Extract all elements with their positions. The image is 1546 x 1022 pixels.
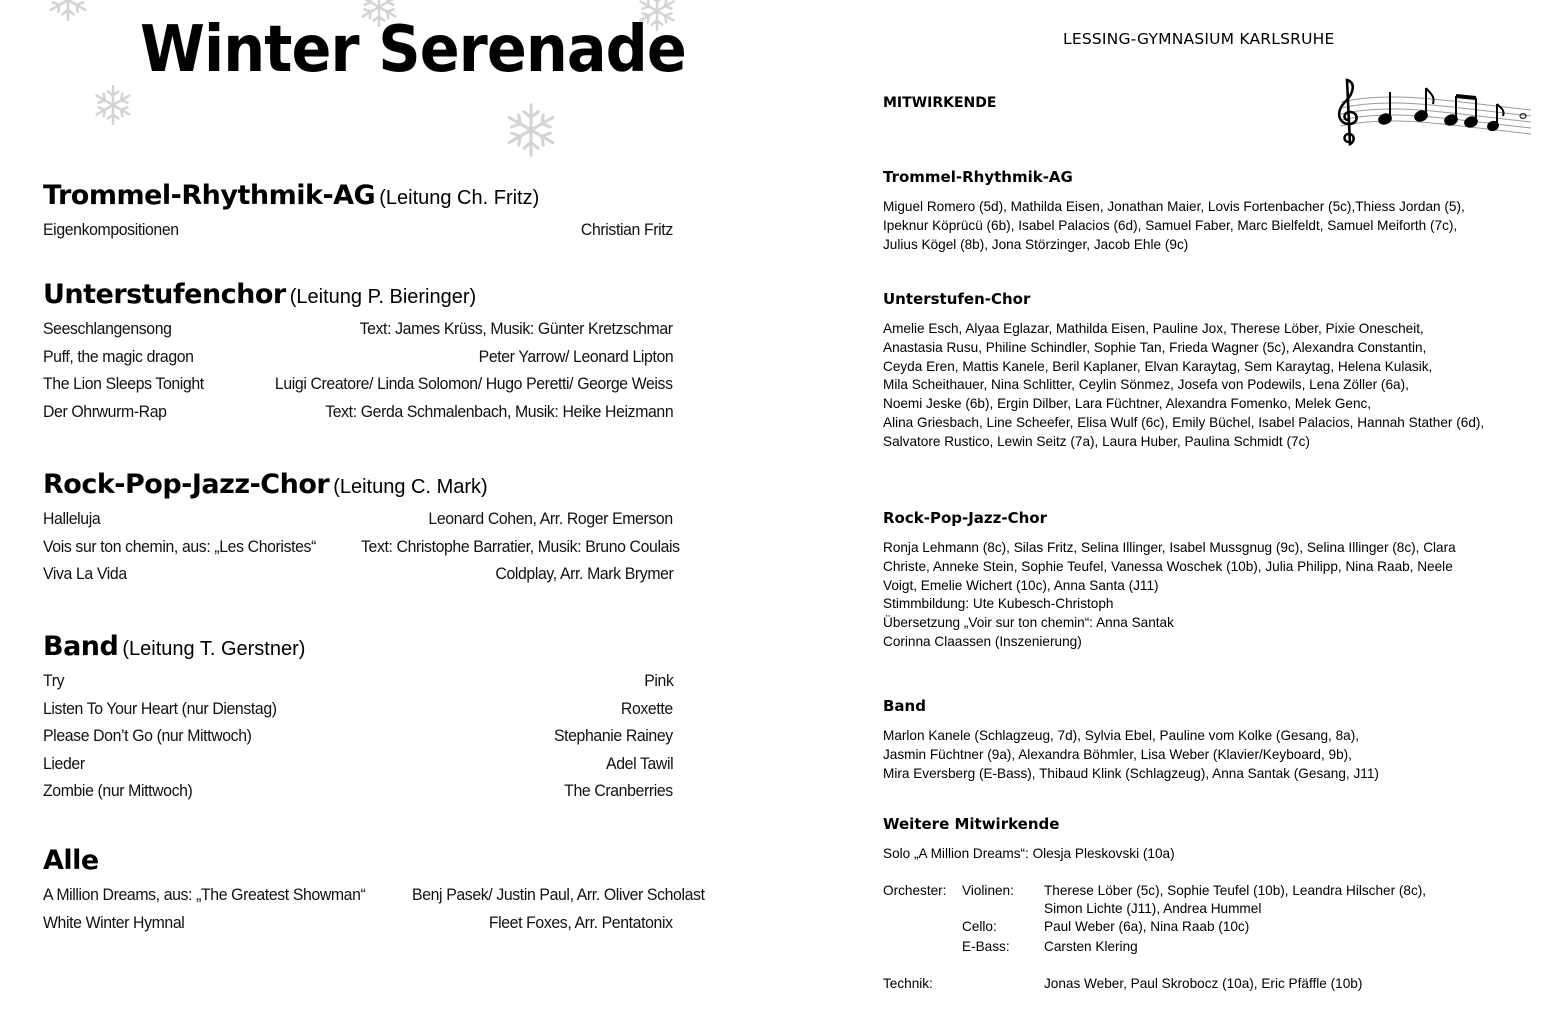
text-line: Mila Scheithauer, Nina Schlitter, Ceylin Sönmez, Josefa von Podewils, Lena Zöller (6a), — [883, 377, 1409, 393]
group-name: Rock-Pop-Jazz-Chor — [43, 469, 330, 500]
piece-title: Halleluja — [43, 509, 101, 528]
section-text — [883, 845, 1523, 864]
piece-credit: Roxette — [621, 698, 673, 718]
orchestra-names: Therese Löber (5c), Sophie Teufel (10b), Leandra Hilscher (8c), — [1044, 883, 1427, 898]
cast-section — [883, 697, 1523, 783]
instrument-label: Violinen: — [962, 883, 1014, 898]
orchestra-names: Carsten Klering — [1044, 939, 1138, 954]
section-title: Rock-Pop-Jazz-Chor — [883, 509, 1047, 527]
piece-row — [43, 667, 673, 695]
section-title: Trommel-Rhythmik-AG — [883, 168, 1073, 186]
instrument-label: E-Bass: — [962, 939, 1010, 954]
group-leader: (Leitung Ch. Fritz) — [379, 187, 540, 209]
piece-row — [43, 216, 673, 244]
piece-title: Please Don’t Go (nur Mittwoch) — [43, 726, 252, 745]
group-heading — [43, 631, 673, 667]
piece-credit: Benj Pasek/ Justin Paul, Arr. Oliver Scholast — [411, 885, 705, 904]
section-text — [883, 727, 1523, 783]
piece-row — [43, 777, 673, 805]
piece-title: Zombie (nur Mittwoch) — [43, 781, 193, 800]
piece-credit: Luigi Creatore/ Linda Solomon/ Hugo Peretti/ George Weiss — [275, 374, 673, 393]
technik-label: Technik: — [883, 976, 933, 991]
orchestra-names: Paul Weber (6a), Nina Raab (10c) — [1044, 919, 1250, 934]
program-group — [43, 631, 673, 805]
piece-credit: Pink — [643, 671, 673, 690]
group-name: Trommel-Rhythmik-AG — [43, 180, 376, 211]
technik-names: Jonas Weber, Paul Skrobocz (10a), Eric Pfäffle (10b) — [1044, 976, 1363, 991]
piece-title: Seeschlangensong — [43, 319, 172, 338]
piece-title: Puff, the magic dragon — [43, 346, 194, 366]
group-heading — [43, 279, 673, 315]
text-line: Mira Eversberg (E-Bass), Thibaud Klink (Schlagzeug), Anna Santak (Gesang, J11) — [883, 765, 1379, 781]
program-group — [43, 469, 680, 588]
piece-title: Lieder — [43, 753, 85, 773]
text-line: Voigt, Emelie Wichert (10c), Anna Santa (J11) — [883, 577, 1159, 593]
program-group — [43, 279, 673, 425]
piece-credit: Text: James Krüss, Musik: Günter Kretzschmar — [359, 319, 673, 338]
cast-page — [773, 0, 1546, 1022]
group-leader: (Leitung P. Bieringer) — [289, 286, 477, 308]
group-name: Alle — [43, 845, 99, 876]
text-line: Ronja Lehmann (8c), Silas Fritz, Selina Illinger, Isabel Mussgnug (9c), Selina Illinger (8c), Clara — [883, 540, 1456, 555]
piece-title: Eigenkompositionen — [43, 220, 179, 239]
piece-title: White Winter Hymnal — [43, 912, 185, 932]
text-line: Christe, Anneke Stein, Sophie Teufel, Vanessa Woschek (10b), Julia Philipp, Nina Raab, Neele — [883, 558, 1453, 574]
piece-credit: Text: Gerda Schmalenbach, Musik: Heike Heizmann — [324, 401, 673, 421]
piece-credit: Text: Christophe Barratier, Musik: Bruno Coulais — [360, 536, 680, 556]
piece-title: The Lion Sleeps Tonight — [43, 374, 204, 393]
group-leader: (Leitung C. Mark) — [333, 476, 488, 498]
piece-row — [43, 533, 680, 561]
piece-row — [43, 909, 673, 937]
cast-section — [883, 815, 1523, 864]
piece-credit: The Cranberries — [564, 781, 673, 800]
piece-row — [43, 343, 673, 371]
piece-row — [43, 505, 673, 533]
section-text — [883, 539, 1523, 652]
group-heading — [43, 180, 673, 216]
piece-title: Vois sur ton chemin, aus: „Les Choristes“ — [43, 536, 316, 556]
piece-title: Viva La Vida — [43, 564, 127, 583]
section-title: Unterstufen-Chor — [883, 290, 1031, 308]
snowflake-icon — [46, 0, 90, 22]
program-group — [43, 180, 673, 244]
text-line: Ceyda Eren, Mattis Kanele, Beril Kaplaner, Elvan Karaytag, Sem Karaytag, Helena Kulasik, — [883, 358, 1433, 374]
text-line: Marlon Kanele (Schlagzeug, 7d), Sylvia Ebel, Pauline vom Kolke (Gesang, 8a), — [883, 728, 1360, 743]
piece-title: A Million Dreams, aus: „The Greatest Showman“ — [43, 885, 366, 904]
piece-row — [43, 560, 673, 588]
text-line: Anastasia Rusu, Philine Schindler, Sophie Tan, Frieda Wagner (5c), Alexandra Constantin, — [883, 339, 1427, 355]
orchestra-names: Simon Lichte (J11), Andrea Hummel — [1044, 901, 1262, 916]
cast-section — [883, 290, 1523, 452]
orchestra-block — [883, 882, 1503, 962]
group-name: Band — [43, 631, 119, 662]
piece-row — [43, 881, 705, 909]
section-title: Band — [883, 697, 926, 715]
instrument-label: Cello: — [962, 919, 997, 934]
piece-title: Listen To Your Heart (nur Dienstag) — [43, 698, 277, 718]
school-name: LESSING-GYMNASIUM KARLSRUHE — [1063, 30, 1335, 48]
piece-credit: Fleet Foxes, Arr. Pentatonix — [489, 912, 673, 932]
piece-row — [43, 750, 673, 778]
music-notes-icon — [1333, 72, 1533, 155]
text-line: Noemi Jeske (6b), Ergin Dilber, Lara Füchtner, Alexandra Fomenko, Melek Genc, — [883, 396, 1372, 412]
piece-credit: Adel Tawil — [605, 753, 673, 773]
group-heading — [43, 845, 673, 881]
piece-row — [43, 315, 673, 343]
piece-credit: Leonard Cohen, Arr. Roger Emerson — [428, 509, 673, 528]
cast-heading: MITWIRKENDE — [883, 95, 997, 111]
text-line: Stimmbildung: Ute Kubesch-Christoph — [883, 596, 1114, 612]
piece-row — [43, 398, 673, 426]
piece-credit: Coldplay, Arr. Mark Brymer — [494, 564, 673, 583]
section-title: Weitere Mitwirkende — [883, 815, 1060, 833]
text-line: Amelie Esch, Alyaa Eglazar, Mathilda Eisen, Pauline Jox, Therese Löber, Pixie Onescheit, — [883, 321, 1424, 336]
piece-row — [43, 722, 673, 750]
section-text — [883, 198, 1523, 254]
text-line: Salvatore Rustico, Lewin Seitz (7a), Laura Huber, Paulina Schmidt (7c) — [883, 433, 1310, 449]
piece-credit: Peter Yarrow/ Leonard Lipton — [478, 346, 673, 366]
cast-section — [883, 509, 1523, 652]
program-group — [43, 845, 705, 936]
piece-credit: Stephanie Rainey — [554, 726, 673, 745]
text-line: Übersetzung „Voir sur ton chemin“: Anna Santak — [883, 615, 1174, 631]
text-line: Julius Kögel (8b), Jona Störzinger, Jacob Ehle (9c) — [883, 236, 1189, 252]
technik-block — [883, 975, 1503, 995]
text-line: Corinna Claassen (Inszenierung) — [883, 633, 1082, 649]
text-line: Ipeknur Köprücü (6b), Isabel Palacios (6d), Samuel Faber, Marc Bielfeldt, Samuel Meiforth (7c), — [883, 217, 1458, 233]
piece-credit: Christian Fritz — [581, 220, 673, 239]
cast-section — [883, 168, 1523, 254]
piece-title: Der Ohrwurm-Rap — [43, 401, 167, 421]
group-leader: (Leitung T. Gerstner) — [122, 638, 306, 660]
program-title: Winter Serenade — [140, 13, 686, 87]
piece-row — [43, 370, 673, 398]
text-line: Miguel Romero (5d), Mathilda Eisen, Jonathan Maier, Lovis Fortenbacher (5c),Thiess Jordan (5), — [883, 199, 1465, 214]
piece-title: Try — [43, 671, 65, 690]
text-line: Solo „A Million Dreams“: Olesja Pleskovski (10a) — [883, 846, 1175, 861]
text-line: Alina Griesbach, Line Scheefer, Elisa Wulf (6c), Emily Büchel, Isabel Palacios, Hannah Stather (6d), — [883, 414, 1485, 430]
snowflake-icon — [92, 84, 134, 126]
orchestra-label: Orchester: — [883, 883, 947, 898]
text-line: Jasmin Füchtner (9a), Alexandra Böhmler, Lisa Weber (Klavier/Keyboard, 9b), — [883, 746, 1352, 762]
snowflake-icon — [503, 102, 559, 158]
group-heading — [43, 469, 673, 505]
piece-row — [43, 695, 673, 723]
group-name: Unterstufenchor — [43, 279, 286, 310]
section-text — [883, 320, 1523, 452]
